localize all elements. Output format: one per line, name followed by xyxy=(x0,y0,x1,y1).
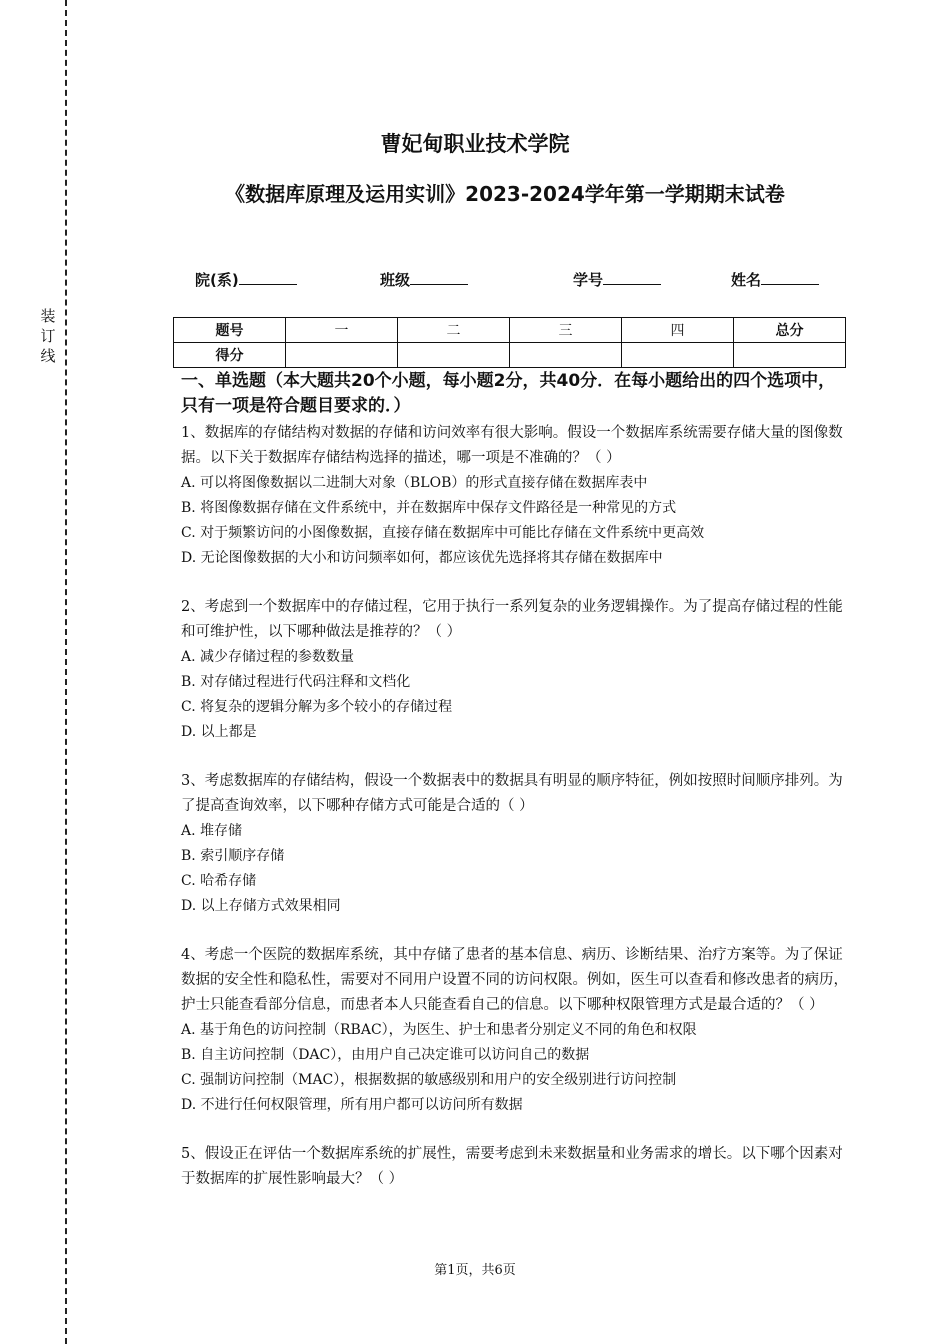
department-label: 院(系) xyxy=(195,271,239,289)
question-number-label: 题号 xyxy=(174,318,286,343)
option-c: C. 将复杂的逻辑分解为多个较小的存储过程 xyxy=(181,699,453,715)
class-label: 班级 xyxy=(380,271,411,289)
option-b: B. 索引顺序存储 xyxy=(181,848,285,864)
page-number: 第1页，共6页 xyxy=(434,1263,516,1278)
binding-dashed-line xyxy=(65,0,67,1344)
binding-char: 订 xyxy=(40,327,56,345)
score-table-header-row xyxy=(174,318,846,343)
column-header: 一 xyxy=(286,318,398,343)
column-header: 三 xyxy=(510,318,622,343)
score-cell[interactable] xyxy=(398,343,510,368)
option-d: D. 不进行任何权限管理，所有用户都可以访问所有数据 xyxy=(181,1097,523,1113)
binding-char: 线 xyxy=(40,347,56,365)
question-5 xyxy=(181,1142,851,1192)
question-1 xyxy=(181,421,851,571)
option-a: A. 堆存储 xyxy=(181,823,243,839)
option-b: B. 自主访问控制（DAC），由用户自己决定谁可以访问自己的数据 xyxy=(181,1047,590,1063)
question-stem: 4、考虑一个医院的数据库系统，其中存储了患者的基本信息、病历、诊断结果、治疗方案等。为了保证数据的安全性和隐私性，需要对不同用户设置不同的访问权限。例如，医生可以查看和修改患者的病历，护士只能查看部分信息，而患者本人只能查看自己的信息。以下哪种权限管理方式是最合适的？（ ） xyxy=(181,947,848,1013)
student-id-blank[interactable] xyxy=(603,268,661,285)
option-a: A. 可以将图像数据以二进制大对象（BLOB）的形式直接存储在数据库表中 xyxy=(181,475,648,491)
class-blank[interactable] xyxy=(410,268,468,285)
department-blank[interactable] xyxy=(239,268,297,285)
option-d: D. 无论图像数据的大小和访问频率如何，都应该优先选择将其存储在数据库中 xyxy=(181,550,663,566)
score-cell-total[interactable] xyxy=(734,343,846,368)
score-cell[interactable] xyxy=(510,343,622,368)
school-name: 曹妃甸职业技术学院 xyxy=(380,132,570,156)
option-d: D. 以上存储方式效果相同 xyxy=(181,898,341,914)
name-field[interactable] xyxy=(731,268,819,290)
score-cell[interactable] xyxy=(286,343,398,368)
binding-label xyxy=(38,302,58,370)
class-field[interactable] xyxy=(380,268,468,290)
column-header: 二 xyxy=(398,318,510,343)
option-c: C. 强制访问控制（MAC），根据数据的敏感级别和用户的安全级别进行访问控制 xyxy=(181,1072,677,1088)
name-blank[interactable] xyxy=(761,268,819,285)
option-c: C. 哈希存储 xyxy=(181,873,257,889)
option-c: C. 对于频繁访问的小图像数据，直接存储在数据库中可能比存储在文件系统中更高效 xyxy=(181,525,705,541)
column-header: 四 xyxy=(622,318,734,343)
binding-char: 装 xyxy=(40,307,56,325)
question-stem: 5、假设正在评估一个数据库系统的扩展性，需要考虑到未来数据量和业务需求的增长。以下哪个因素对于数据库的扩展性影响最大？（ ） xyxy=(181,1146,843,1187)
student-id-label: 学号 xyxy=(573,271,604,289)
name-label: 姓名 xyxy=(731,271,762,289)
column-header-total: 总分 xyxy=(734,318,846,343)
score-cell[interactable] xyxy=(622,343,734,368)
option-a: A. 减少存储过程的参数数量 xyxy=(181,649,355,665)
score-table xyxy=(173,317,846,368)
student-id-field[interactable] xyxy=(573,268,661,290)
option-b: B. 对存储过程进行代码注释和文档化 xyxy=(181,674,411,690)
option-b: B. 将图像数据存储在文件系统中，并在数据库中保存文件路径是一种常见的方式 xyxy=(181,500,677,516)
exam-content xyxy=(181,369,851,1216)
option-d: D. 以上都是 xyxy=(181,724,257,740)
question-4 xyxy=(181,943,851,1118)
score-label: 得分 xyxy=(174,343,286,368)
department-field[interactable] xyxy=(195,268,297,290)
section-title: 一、单选题（本大题共20个小题，每小题2分，共40分．在每小题给出的四个选项中，只有一项是符合题目要求的．） xyxy=(181,371,836,416)
question-stem: 3、考虑数据库的存储结构，假设一个数据表中的数据具有明显的顺序特征，例如按照时间顺序排列。为了提高查询效率，以下哪种存储方式可能是合适的（ ） xyxy=(181,773,843,814)
exam-title: 《数据库原理及运用实训》2023-2024学年第一学期期末试卷 xyxy=(225,182,785,206)
option-a: A. 基于角色的访问控制（RBAC），为医生、护士和患者分别定义不同的角色和权限 xyxy=(181,1022,697,1038)
question-stem: 1、数据库的存储结构对数据的存储和访问效率有很大影响。假设一个数据库系统需要存储大量的图像数据。以下关于数据库存储结构选择的描述，哪一项是不准确的？（ ） xyxy=(181,425,843,466)
question-stem: 2、考虑到一个数据库中的存储过程，它用于执行一系列复杂的业务逻辑操作。为了提高存储过程的性能和可维护性，以下哪种做法是推荐的？（ ） xyxy=(181,599,843,640)
student-info-row xyxy=(0,268,950,292)
question-3 xyxy=(181,769,851,919)
question-2 xyxy=(181,595,851,745)
score-table-score-row xyxy=(174,343,846,368)
